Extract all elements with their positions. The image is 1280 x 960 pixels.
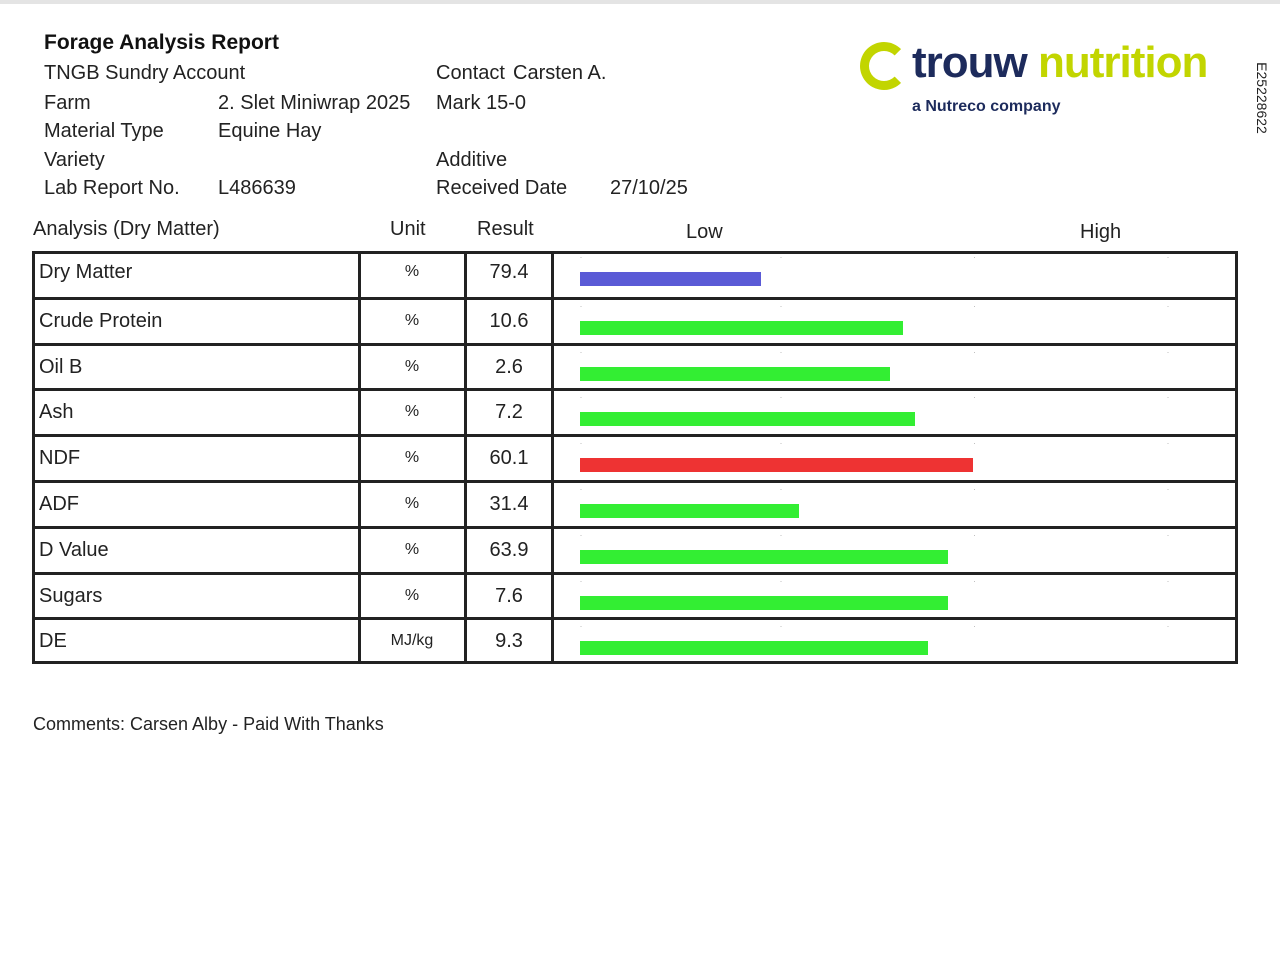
- header-result: Result: [477, 218, 534, 240]
- logo-brand-b: nutrition: [1038, 38, 1208, 87]
- result-bar: [580, 641, 928, 655]
- scale-tick: ·: [1166, 578, 1169, 585]
- analysis-result: 10.6: [489, 309, 529, 332]
- analysis-unit: %: [404, 403, 420, 421]
- table-row: [32, 343, 1238, 389]
- contact-value: Carsten A.: [513, 62, 607, 84]
- analysis-name: Dry Matter: [39, 261, 133, 283]
- result-bar: [580, 321, 903, 335]
- analysis-result: 63.9: [489, 538, 529, 561]
- result-bar: [580, 550, 948, 564]
- scale-tick: ·: [973, 441, 976, 448]
- farm-label: Farm: [44, 92, 91, 114]
- analysis-unit: MJ/kg: [390, 632, 434, 650]
- scale-tick: ·: [580, 487, 582, 493]
- scale-tick: ·: [1166, 532, 1169, 539]
- comments: Comments: Carsen Alby - Paid With Thanks: [33, 714, 384, 734]
- scale-tick: ·: [1166, 487, 1169, 493]
- analysis-result: 7.2: [495, 401, 523, 424]
- scale-tick: ·: [779, 532, 782, 539]
- analysis-unit: %: [404, 311, 420, 329]
- result-bar: [580, 458, 973, 472]
- analysis-result: 9.3: [495, 630, 523, 653]
- farm-value: 2. Slet Miniwrap 2025: [218, 92, 411, 114]
- scale-tick: ·: [580, 532, 582, 539]
- lab-report-label: Lab Report No.: [44, 177, 180, 199]
- analysis-result: 7.6: [495, 584, 523, 607]
- document-code: [1253, 50, 1280, 150]
- result-bar: [580, 367, 890, 381]
- analysis-unit: %: [404, 449, 420, 467]
- scale-tick: ·: [1166, 624, 1169, 631]
- header-unit: Unit: [390, 218, 426, 240]
- header-low: Low: [686, 221, 723, 243]
- result-bar: [580, 412, 915, 426]
- scale-tick: ·: [973, 532, 976, 539]
- scale-tick: ·: [580, 624, 582, 631]
- scale-tick: ·: [973, 578, 976, 585]
- variety-label: Variety: [44, 149, 105, 171]
- scale-tick: ·: [1166, 441, 1169, 448]
- scale-tick: ·: [779, 487, 782, 493]
- scale-tick: ·: [779, 441, 782, 448]
- scale-tick: ·: [973, 487, 976, 493]
- logo-tagline: a Nutreco company: [912, 98, 1061, 115]
- analysis-name: D Value: [39, 538, 109, 561]
- result-bar: [580, 596, 948, 610]
- mark-value: Mark 15-0: [436, 92, 527, 114]
- analysis-unit: %: [404, 495, 420, 512]
- table-row: [32, 434, 1238, 480]
- scale-tick: ·: [580, 441, 582, 448]
- header-high: High: [1080, 221, 1122, 243]
- analysis-name: Sugars: [39, 584, 103, 607]
- scale-tick: ·: [779, 578, 782, 585]
- material-type-label: Material Type: [44, 120, 164, 142]
- result-bar: [580, 272, 761, 286]
- scale-tick: ·: [580, 303, 582, 310]
- scale-tick: ·: [580, 255, 582, 261]
- scale-tick: ·: [779, 395, 782, 402]
- analysis-unit: %: [404, 263, 420, 280]
- scale-tick: ·: [1166, 303, 1169, 310]
- scale-tick: ·: [580, 349, 582, 356]
- table-row: [32, 480, 1238, 526]
- document-code-text: E25228622: [1253, 62, 1270, 134]
- analysis-name: Oil B: [39, 355, 83, 378]
- scale-tick: ·: [1166, 255, 1169, 261]
- received-date-value: 27/10/25: [610, 177, 688, 199]
- scale-tick: ·: [779, 624, 782, 631]
- analysis-name: NDF: [39, 447, 81, 470]
- lab-report-value: L486639: [218, 177, 296, 199]
- analysis-name: ADF: [39, 493, 79, 515]
- analysis-result: 60.1: [489, 447, 529, 470]
- scale-tick: ·: [973, 349, 976, 356]
- scale-tick: ·: [580, 395, 582, 402]
- analysis-table: [32, 251, 1238, 664]
- scale-tick: ·: [580, 578, 582, 585]
- table-row: [32, 526, 1238, 572]
- result-bar: [580, 504, 799, 518]
- scale-tick: ·: [1166, 349, 1169, 356]
- material-type-value: Equine Hay: [218, 120, 322, 142]
- scale-tick: ·: [973, 395, 976, 402]
- report-title: Forage Analysis Report: [44, 31, 279, 54]
- table-row: [32, 617, 1238, 663]
- scale-tick: ·: [779, 349, 782, 356]
- table-row: [32, 572, 1238, 618]
- analysis-result: 31.4: [489, 493, 529, 515]
- logo-brand-a: trouw: [912, 38, 1027, 87]
- scale-tick: ·: [779, 255, 782, 261]
- table-row: [32, 251, 1238, 297]
- logo-ring-icon: [860, 42, 908, 90]
- header-analysis: Analysis (Dry Matter): [33, 218, 220, 240]
- additive-label: Additive: [436, 149, 508, 171]
- analysis-result: 79.4: [489, 261, 529, 283]
- analysis-unit: %: [404, 540, 420, 558]
- table-row: [32, 297, 1238, 343]
- account-name: TNGB Sundry Account: [44, 62, 246, 84]
- scale-tick: ·: [973, 624, 976, 631]
- table-row: [32, 388, 1238, 434]
- received-date-label: Received Date: [436, 177, 568, 199]
- analysis-unit: %: [404, 357, 420, 375]
- contact-label: Contact: [436, 62, 505, 84]
- analysis-result: 2.6: [495, 355, 523, 378]
- logo-wordmark: [912, 38, 1207, 88]
- analysis-name: Crude Protein: [39, 309, 163, 332]
- analysis-name: Ash: [39, 401, 74, 424]
- scale-tick: ·: [1166, 395, 1169, 402]
- top-border: [0, 0, 1280, 4]
- analysis-unit: %: [404, 586, 420, 604]
- scale-tick: ·: [973, 255, 976, 261]
- analysis-name: DE: [39, 630, 67, 653]
- scale-tick: ·: [973, 303, 976, 310]
- scale-tick: ·: [779, 303, 782, 310]
- trouw-nutrition-logo: [856, 38, 1226, 128]
